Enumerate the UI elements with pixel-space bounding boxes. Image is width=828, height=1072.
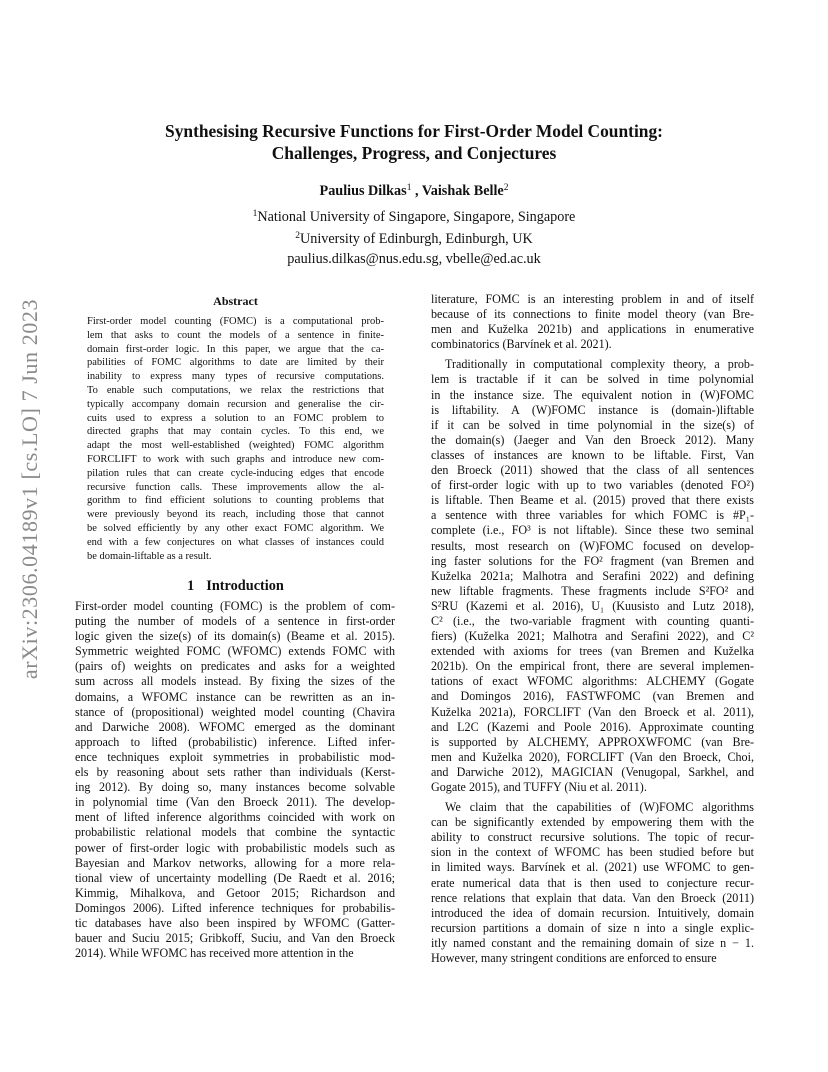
body-line: els by reasoning about sets rather than individuals (Kerst-: [75, 765, 395, 780]
body-line: complete (i.e., FO³ is not liftable). Since these two seminal: [431, 523, 754, 538]
title-line: Synthesising Recursive Functions for First-Order Model Counting:: [165, 121, 663, 141]
body-line: results, most research on (W)FOMC focused on develop-: [431, 538, 754, 553]
body-line: First-order model counting (FOMC) is the problem of com-: [75, 599, 395, 613]
body-line: sion in the context of WFOMC has been studied before but: [431, 845, 754, 860]
paragraph: [431, 357, 754, 795]
body-line: men and Kuželka 2021b) and applications in enumerative: [431, 322, 754, 337]
body-line: (pairs of) weights on predicates and asks for a weighted: [75, 659, 395, 674]
body-line: and Domingos 2016), FASTWFOMC (van Bremen and: [431, 689, 754, 704]
paper-title: [0, 120, 828, 164]
body-line: and Darwiche 2008). WFOMC emerged as the dominant: [75, 719, 395, 734]
body-line: lem is tractable if it can be solved in time polynomial: [431, 372, 754, 387]
abstract-line: end with a few conjectures on what classes of instances could: [87, 536, 384, 548]
section-heading: [87, 577, 384, 595]
body-line: literature, FOMC is an interesting problem in and of itself: [431, 292, 754, 306]
body-line: den Broeck (2011) showed that the class of all sentences: [431, 463, 754, 478]
body-line: probabilistic relational models that combine the syntactic: [75, 825, 395, 840]
body-line: because of its connections to finite model theory (van Bre-: [431, 307, 754, 322]
abstract-line: directed graphs that may contain cycles. To this end, we: [87, 426, 384, 438]
body-line: S²RU (Kazemi et al. 2016), U₁ (Kuusisto and Lutz 2018),: [431, 598, 754, 613]
body-line: C² (i.e., the two-variable fragment with counting quanti-: [431, 613, 754, 628]
body-line: Symmetric weighted FOMC (WFOMC) extends FOMC with: [75, 644, 395, 659]
body-line: 2021b). On the empirical front, there are several implemen-: [431, 659, 754, 674]
body-line: domains, a WFOMC instance can be rewritten as an in-: [75, 689, 395, 704]
abstract-line: lem that asks to count the models of a sentence in finite-: [87, 329, 384, 341]
author-list: [0, 178, 828, 201]
body-line: Domingos 2006). Lifted inference techniques for probabilis-: [75, 900, 395, 915]
abstract-line: typically accompany domain recursion and generalise the cir-: [87, 398, 384, 410]
abstract-line: be domain-liftable as a result.: [87, 550, 212, 562]
body-line: We claim that the capabilities of (W)FOMC algorithms: [445, 800, 754, 815]
author-name: Vaishak Belle: [421, 183, 504, 199]
affiliation-marker: 2: [503, 183, 509, 193]
abstract-line: were previously beyond its reach, including those that cannot: [87, 509, 384, 521]
affiliation-text: University of Edinburgh, Edinburgh, UK: [299, 231, 533, 248]
body-line: itly named constant and the remaining domain of size n − 1.: [431, 935, 754, 950]
abstract-line: FORCLIFT to work with such graphs and introduce new com-: [87, 453, 384, 465]
abstract-line: domain first-order logic. In this paper, we argue that the ca-: [87, 343, 384, 355]
body-line: However, many stringent conditions are enforced to ensure: [431, 951, 717, 966]
affiliation-marker: 2: [295, 231, 300, 242]
introduction-body: [75, 599, 395, 961]
body-line: recursion partitions a domain of size n into a single explic-: [431, 920, 754, 935]
title-line: Challenges, Progress, and Conjectures: [271, 143, 557, 163]
body-line: fiers) (Kuželka 2021; Malhotra and Serafini 2022), and C²: [431, 629, 754, 644]
body-line: ment of lifted inference algorithms coincided with work on: [75, 810, 395, 825]
paragraph: [431, 800, 754, 966]
abstract-line: To enable such computations, we relax the restrictions that: [87, 384, 384, 396]
body-line: the domain(s) (Jaeger and Van den Broeck 2012). Many: [431, 432, 754, 447]
body-line: combinatorics (Barvínek et al. 2021).: [431, 337, 612, 352]
body-line: erate numerical data that is then used to conjecture recur-: [431, 875, 754, 890]
body-line: power of first-order logic with probabilistic models such as: [75, 840, 395, 855]
body-line: ence techniques exploit symmetries in probabilistic mod-: [75, 749, 395, 764]
body-line: ability to construct recursive solutions. The topic of recur-: [431, 830, 754, 845]
body-line: and L2C (Kazemi and Poole 2016). Approximate counting: [431, 719, 754, 734]
body-line: and Darwiche 2012), MAGICIAN (Venugopal, Sarkhel, and: [431, 764, 754, 779]
body-line: stance of (propositional) weighted model counting (Chavira: [75, 704, 395, 719]
body-line: new liftable fragments. These fragments include S²FO² and: [431, 583, 754, 598]
affiliation-marker: 1: [252, 209, 258, 219]
body-line: logic given the size(s) of its domain(s) (Beame et al. 2015).: [75, 629, 395, 644]
body-line: approach to lifted (probabilistic) inference. Lifted infer-: [75, 734, 395, 749]
body-line: of first-order logic with up to two variables (denoted FO²): [431, 478, 754, 493]
author-separator: ,: [411, 183, 422, 199]
affiliations: [0, 205, 828, 269]
body-line: 2014). While WFOMC has received more attention in the: [75, 946, 354, 961]
body-line: in the instance size. The equivalent notion in (W)FOMC: [431, 387, 754, 402]
abstract-line: gorithm to find efficient solutions to counting problems that: [87, 495, 384, 507]
body-line: if it can be solved in time polynomial in the size(s) of: [431, 417, 754, 432]
body-line: Bayesian and Markov networks, allowing for a more rela-: [75, 855, 395, 870]
section-title: Introduction: [206, 578, 284, 594]
body-line: Kuželka 2021a; Malhotra and Serafini 2022) and defining: [431, 568, 754, 583]
body-line: ing faster solutions for the FO² fragment (van Bremen and: [431, 553, 754, 568]
abstract-heading: Abstract: [213, 294, 258, 308]
body-line: men and Kuželka 2020), FORCLIFT (Van den Broeck, Choi,: [431, 749, 754, 764]
body-line: is liftability. A (W)FOMC instance is (domain-)liftable: [431, 402, 754, 417]
body-line: puting the number of models of a sentence in first-order: [75, 614, 395, 629]
body-line: bauer and Suciu 2015; Gribkoff, Suciu, and Van den Broeck: [75, 931, 395, 946]
body-line: Kimmig, Mihalkova, and Getoor 2015; Richardson and: [75, 885, 395, 900]
body-line: classes of instances are known to be liftable. First, Van: [431, 447, 754, 462]
abstract-body: [87, 315, 384, 563]
body-line: is supported by ALCHEMY, APPROXWFOMC (van Bre-: [431, 734, 754, 749]
body-line: in polynomial time (Van den Broeck 2011). The develop-: [75, 795, 395, 810]
author-emails: paulius.dilkas@nus.edu.sg, vbelle@ed.ac.uk: [287, 250, 541, 267]
affiliation-line: [0, 227, 828, 249]
body-line: can be significantly extended by empowering them with the: [431, 815, 754, 830]
body-line: ing 2012). By doing so, many instances become solvable: [75, 780, 395, 795]
author-name: Paulius Dilkas: [319, 183, 407, 199]
abstract-line: pabilities of FOMC algorithms to date are limited by their: [87, 357, 384, 369]
abstract-section: [87, 294, 384, 563]
body-line: is liftable. Then Beame et al. (2015) proved that there exists: [431, 493, 754, 508]
body-line: tic databases have also been inspired by WFOMC (Gatter-: [75, 915, 395, 930]
section-number: 1: [187, 578, 195, 594]
body-line: extended with axioms for trees (van Bremen and Kuželka: [431, 644, 754, 659]
abstract-line: be solved efficiently by any other exact FOMC algorithm. We: [87, 522, 384, 534]
body-line: tations of exact WFOMC algorithms: ALCHEMY (Gogate: [431, 674, 754, 689]
body-line: tional view of uncertainty modelling (De Raedt et al. 2016;: [75, 870, 395, 885]
paragraph: [431, 292, 754, 352]
arxiv-identifier: arXiv:2306.04189v1 [cs.LO] 7 Jun 2023: [17, 298, 42, 680]
affiliation-text: National University of Singapore, Singapore, Singapore: [257, 209, 576, 225]
abstract-line: cuits used to express a solution to an FOMC problem to: [87, 412, 384, 424]
abstract-line: recursive function calls. These improvements allow the al-: [87, 481, 384, 493]
arxiv-identifier-sidebar: [8, 296, 52, 682]
affiliation-marker: 1: [406, 183, 412, 193]
body-line: a sentence with three variables for which FOMC is #P₁-: [431, 508, 754, 523]
affiliation-line: [0, 205, 828, 227]
abstract-line: adapt the most well-established (weighted) FOMC algorithm: [87, 440, 384, 452]
body-line: Kuželka 2021a), FORCLIFT (Van den Broeck et al. 2011),: [431, 704, 754, 719]
body-line: Traditionally in computational complexity theory, a prob-: [445, 357, 754, 372]
abstract-line: inability to express many types of recursive computations.: [87, 371, 384, 383]
body-line: sum across all models instead. By fixing the sizes of the: [75, 674, 395, 689]
body-line: in limited ways. Barvínek et al. (2021) use WFOMC to gen-: [431, 860, 754, 875]
abstract-line: pilation rules that can create cycle-inducing edges that encode: [87, 467, 384, 479]
right-column-body: [431, 292, 754, 966]
abstract-line: First-order model counting (FOMC) is a computational prob-: [87, 316, 384, 327]
body-line: introduced the idea of domain recursion. Intuitively, domain: [431, 905, 754, 920]
body-line: Gogate 2015), and TUFFY (Niu et al. 2011).: [431, 780, 647, 794]
body-line: rence relations that explain that data. Van den Broeck (2011): [431, 890, 754, 905]
